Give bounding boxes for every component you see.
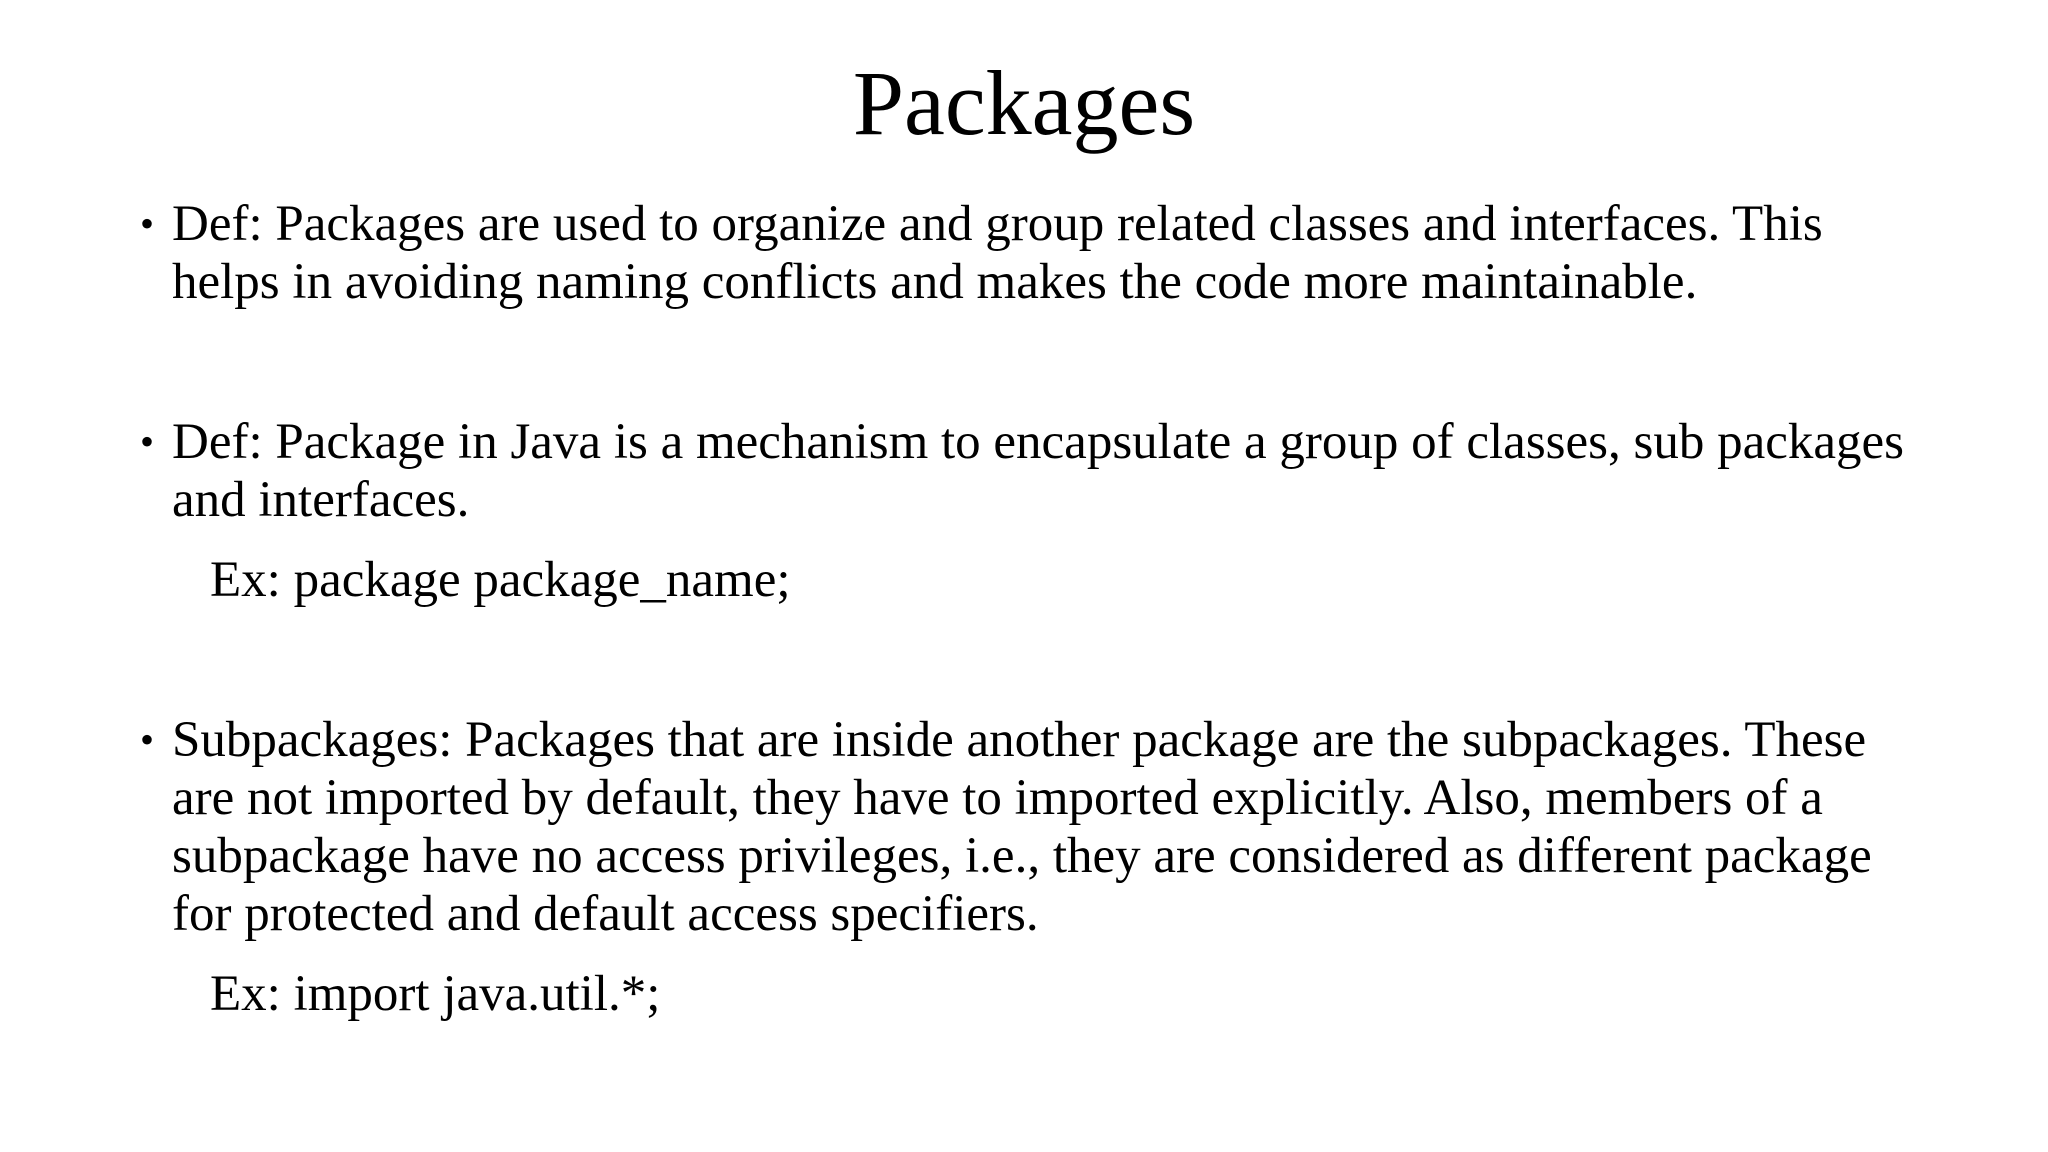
bullet-text: Def: Packages are used to organize and group related classes and interfaces. This helps in avoiding naming conflicts and makes the code more maintainable.	[172, 196, 1823, 310]
bullet-icon: •	[140, 201, 155, 246]
bullet-item-subpackages	[140, 711, 1930, 1023]
bullet-text: Subpackages: Packages that are inside another package are the subpackages. These are not imported by default, they have to imported explicitly. Also, members of a subpackage have no access privileges, i.e., they are considered as different package for protected and default access specifiers.	[172, 712, 1872, 942]
code-example-package: Ex: package package_name;	[210, 552, 791, 608]
bullet-item-packages-definition	[140, 195, 1930, 311]
bullet-paragraph	[140, 711, 1930, 943]
code-example-import: Ex: import java.util.*;	[210, 966, 661, 1022]
bullet-icon: •	[140, 717, 155, 762]
bullet-text: Def: Package in Java is a mechanism to encapsulate a group of classes, sub packages and interfaces.	[172, 414, 1904, 528]
bullet-icon: •	[140, 419, 155, 464]
bullet-paragraph	[140, 413, 1930, 529]
bullet-paragraph	[140, 195, 1930, 311]
bullet-item-java-package-definition	[140, 413, 1930, 609]
slide-title: Packages	[852, 52, 1196, 154]
bullet-list	[140, 195, 1930, 1023]
